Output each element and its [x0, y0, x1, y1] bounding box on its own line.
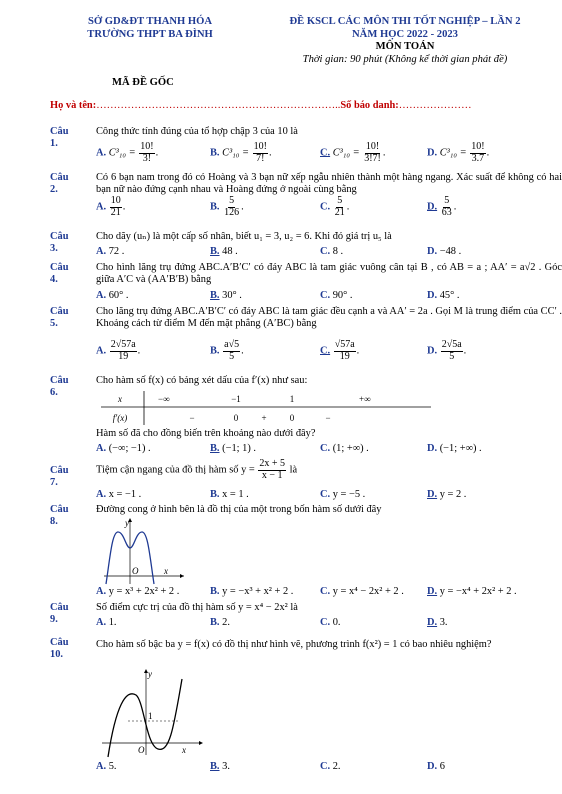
option-a[interactable]: A. $\frac{10}{21}$ . — [96, 195, 126, 218]
question-number: Câu 10. — [50, 637, 69, 661]
option-c[interactable]: C. $\frac{5}{21}$ . — [320, 195, 350, 218]
question-number: Câu 2. — [50, 172, 69, 196]
school-name: TRƯỜNG THPT BA ĐÌNH — [87, 28, 213, 40]
option-c[interactable]: C. 0. — [320, 617, 341, 628]
option-b[interactable]: B. (−1; 1) . — [210, 443, 256, 454]
option-b[interactable]: B. 48 . — [210, 246, 238, 257]
option-d[interactable]: D. C³₁₀ = $\frac{10!}{3.7}$ . — [427, 141, 490, 164]
option-c[interactable]: C. (1; +∞) . — [320, 443, 369, 454]
table-x-label: x — [118, 394, 122, 404]
question-text: Có 6 bạn nam trong đó có Hoàng và 3 bạn nữ xếp ngẫu nhiên thành một hàng ngang. Xác suất để không có hai bạn nữ nào đứng cạnh nhau và Hoàng đứng ở ngoài cùng bằng — [96, 172, 562, 196]
option-d[interactable]: D. y = −x⁴ + 2x² + 2 . — [427, 586, 517, 597]
question-number: Câu 8. — [50, 504, 69, 528]
quartic-graph — [98, 514, 188, 586]
exam-title: ĐỀ KSCL CÁC MÔN THI TỐT NGHIỆP – LẦN 2 — [289, 16, 521, 27]
table-sign-1: − — [189, 413, 195, 423]
sign-table — [96, 391, 436, 427]
option-a[interactable]: A. y = x³ + 2x² + 2 . — [96, 586, 180, 597]
graph-y-label: y — [148, 669, 152, 679]
question-text: Cho hàm số f(x) có bảng xét dấu của f′(x) như sau: — [96, 375, 308, 386]
table-pos-inf: +∞ — [359, 394, 371, 404]
table-fprime-label: f′(x) — [112, 413, 128, 423]
exam-time: Thời gian: 90 phút (Không kể thời gian phát đề) — [302, 54, 508, 66]
option-d[interactable]: D. 45° . — [427, 290, 460, 301]
option-d[interactable]: D. $\frac{5}{63}$ . — [427, 195, 457, 218]
question-number: Câu 9. — [50, 602, 69, 626]
option-c[interactable]: C. y = −5 . — [320, 489, 366, 500]
sbd-label: Số báo danh: — [340, 100, 399, 111]
option-a[interactable]: A. 5. — [96, 761, 117, 772]
question-text-2: Hàm số đã cho đồng biến trên khoảng nào dưới đây? — [96, 428, 316, 439]
graph-x-label: x — [182, 745, 186, 755]
option-b[interactable]: B. $\frac{5}{126}$ . — [210, 195, 244, 218]
graph-origin: O — [138, 745, 145, 755]
option-a[interactable]: A. 72 . — [96, 246, 125, 257]
question-number: Câu 1. — [50, 126, 69, 150]
question-text: Cho lăng trụ đứng ABC.A′B′C′ có đáy ABC là tam giác đều cạnh a và AA′ = 2a . Gọi M là trung điểm của CC′ . Khoảng cách từ điểm M đến mặt phẳng (A′BC) bằng — [96, 306, 562, 330]
table-one: 1 — [289, 394, 295, 404]
option-a[interactable]: A. 60° . — [96, 290, 129, 301]
question-number: Câu 5. — [50, 306, 69, 330]
table-sign-2: + — [261, 413, 267, 423]
option-d[interactable]: D. 6 — [427, 761, 445, 772]
option-c[interactable]: C. C³₁₀ = $\frac{10!}{3!7!}$ . — [320, 141, 386, 164]
table-neg-inf: −∞ — [158, 394, 170, 404]
option-b[interactable]: B. $\frac{a√5}{5}$ . — [210, 339, 244, 362]
question-text: Cho dãy (uₙ) là một cấp số nhân, biết u₁ = 3, u₂ = 6. Khi đó giá trị u₅ là — [96, 231, 392, 242]
graph-origin: O — [132, 566, 139, 576]
option-d[interactable]: D. 3. — [427, 617, 448, 628]
option-b[interactable]: B. 2. — [210, 617, 230, 628]
question-number: Câu 3. — [50, 231, 69, 255]
option-d[interactable]: D. y = 2 . — [427, 489, 467, 500]
student-line — [50, 100, 471, 112]
table-zero-1: 0 — [233, 413, 239, 423]
table-sign-3: − — [325, 413, 331, 423]
graph-y-label: y — [125, 518, 129, 528]
option-a[interactable]: A. 1. — [96, 617, 117, 628]
table-minus-one: −1 — [231, 394, 241, 404]
cubic-graph — [98, 665, 208, 760]
option-b[interactable]: B. 30° . — [210, 290, 242, 301]
option-d[interactable]: D. $\frac{2√5a}{5}$ . — [427, 339, 467, 362]
option-a[interactable]: A. x = −1 . — [96, 489, 142, 500]
option-d[interactable]: D. (−1; +∞) . — [427, 443, 482, 454]
question-text: Cho hàm số bậc ba y = f(x) có đồ thị như hình vẽ, phương trình f(x²) = 1 có bao nhiêu nghiệm? — [96, 639, 492, 650]
option-a[interactable]: A. C³₁₀ = $\frac{10!}{3!}$ . — [96, 141, 159, 164]
graph-x-label: x — [164, 566, 168, 576]
exam-code: MÃ ĐỀ GỐC — [112, 77, 174, 88]
subject: MÔN TOÁN — [375, 41, 435, 53]
name-label: Họ và tên: — [50, 100, 97, 111]
option-d[interactable]: D. −48 . — [427, 246, 462, 257]
option-c[interactable]: C. 90° . — [320, 290, 353, 301]
option-c[interactable]: C. $\frac{√57a}{19}$ . — [320, 339, 360, 362]
graph-one-label: 1 — [148, 711, 153, 721]
header-right — [255, 16, 555, 67]
header-left — [55, 16, 245, 41]
question-text: Số điểm cực trị của đồ thị hàm số y = x⁴ − 2x² là — [96, 602, 298, 613]
question-text: Đường cong ở hình bên là đồ thị của một trong bốn hàm số dưới đây — [96, 504, 382, 515]
option-b[interactable]: B. 3. — [210, 761, 230, 772]
table-zero-2: 0 — [289, 413, 295, 423]
option-b[interactable]: B. y = −x³ + x² + 2 . — [210, 586, 294, 597]
option-c[interactable]: C. 2. — [320, 761, 341, 772]
question-number: Câu 6. — [50, 375, 69, 399]
question-text: Tiệm cận ngang của đồ thị hàm số y = $\frac{2x + 5}{x - 1}$ là — [96, 458, 298, 481]
sbd-dots[interactable]: ………………… — [398, 100, 472, 111]
school-year: NĂM HỌC 2022 - 2023 — [352, 28, 458, 40]
question-number: Câu 7. — [50, 465, 69, 489]
question-number: Câu 4. — [50, 262, 69, 286]
question-text: Cho hình lăng trụ đứng ABC.A′B′C′ có đáy ABC là tam giác vuông cân tại B , có AB = a ; AA′ = a√2 . Góc giữa A′C và (AA′B′B) bằng — [96, 262, 562, 286]
name-dots[interactable]: …………………………………………………………….. — [96, 100, 341, 111]
option-b[interactable]: B. C³₁₀ = $\frac{10!}{7!}$ . — [210, 141, 272, 164]
dept-name: SỞ GD&ĐT THANH HÓA — [87, 16, 213, 27]
option-a[interactable]: A. $\frac{2√57a}{19}$ . — [96, 339, 141, 362]
option-a[interactable]: A. (−∞; −1) . — [96, 443, 151, 454]
option-b[interactable]: B. x = 1 . — [210, 489, 249, 500]
question-text: Công thức tính đúng của tổ hợp chập 3 của 10 là — [96, 126, 298, 137]
option-c[interactable]: C. y = x⁴ − 2x² + 2 . — [320, 586, 404, 597]
option-c[interactable]: C. 8 . — [320, 246, 344, 257]
